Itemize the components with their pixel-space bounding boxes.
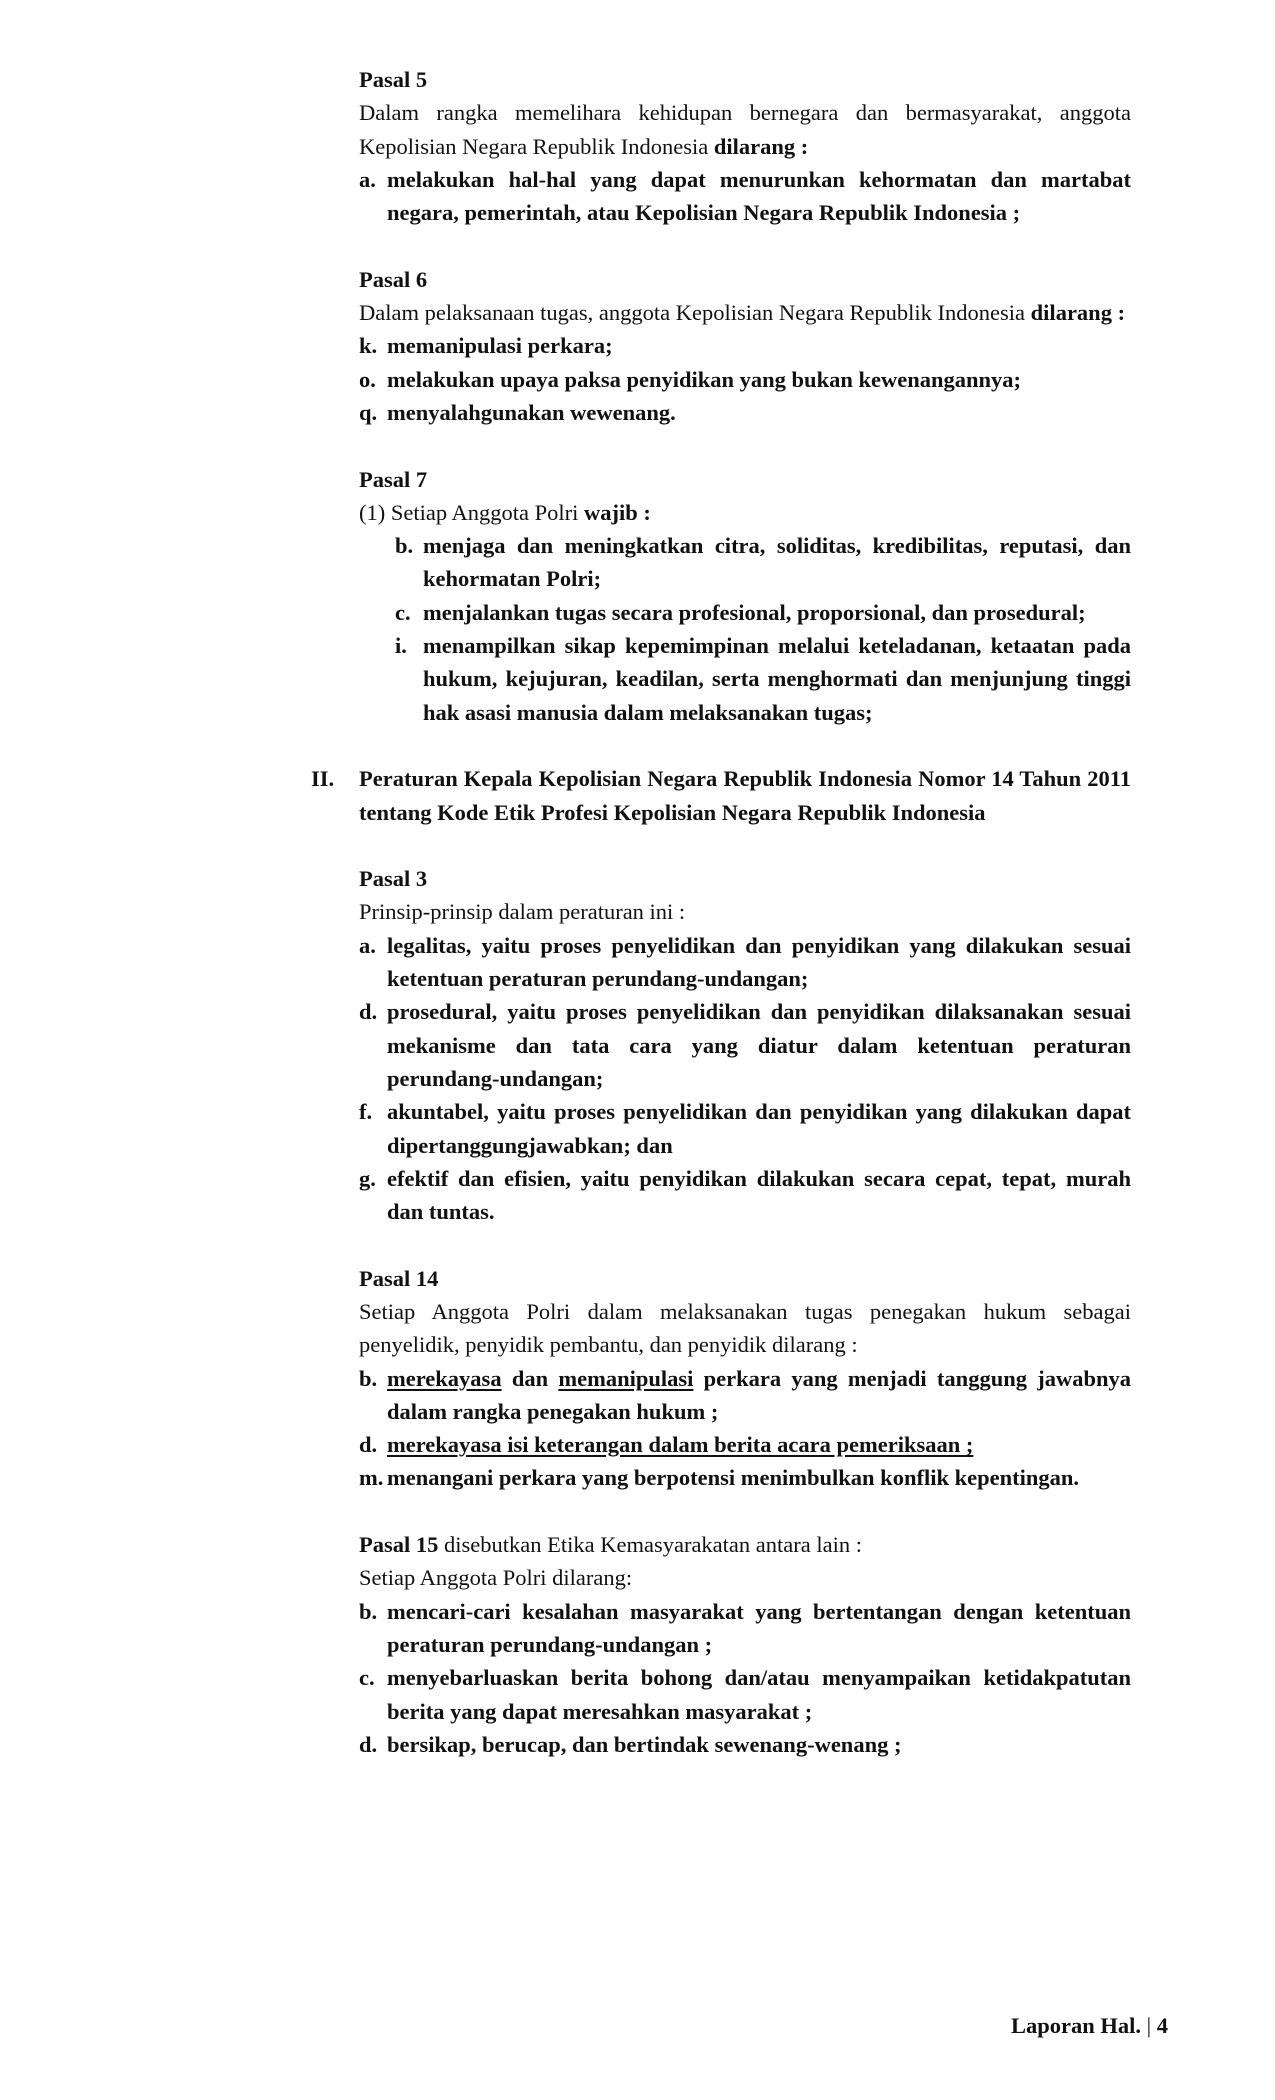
pasal-14-list [359,1362,1131,1495]
section-title: Peraturan Kepala Kepolisian Negara Republik Indonesia Nomor 14 Tahun 2011 tentang Kode Etik Profesi Kepolisian Negara Republik Indonesia [359,766,1131,825]
list-item: c. menyebarluaskan berita bohong dan/atau menyampaikan ketidakpatutan berita yang dapat meresahkan masyarakat ; [359,1665,1131,1724]
pasal-6-intro: Dalam pelaksanaan tugas, anggota Kepolisian Negara Republik Indonesia dilarang : [359,300,1126,326]
page-number: 4 [1156,2013,1168,2038]
footer-separator: | [1146,2013,1152,2038]
list-item: a. melakukan hal-hal yang dapat menurunkan kehormatan dan martabat negara, pemerintah, atau Kepolisian Negara Republik Indonesia ; [359,166,1131,226]
page-footer [900,2013,1168,2039]
pasal-7-list [395,529,1131,729]
pasal-3-title: Pasal 3 [359,866,428,892]
list-item: o. melakukan upaya paksa penyidikan yang bukan kewenangannya; [359,366,1021,392]
list-item: f. akuntabel, yaitu proses penyelidikan dan penyidikan yang dilakukan dapat dipertanggungjawabkan; dan [359,1099,1131,1158]
list-item: b. merekayasa dan memanipulasi perkara yang menjadi tanggung jawabnya dalam rangka penegakan hukum ; [359,1365,1131,1424]
list-item: q. menyalahgunakan wewenang. [359,399,676,425]
list-item: g. efektif dan efisien, yaitu penyidikan dilakukan secara cepat, tepat, murah dan tuntas. [359,1165,1131,1225]
pasal-7-title: Pasal 7 [359,466,428,492]
list-item: b. mencari-cari kesalahan masyarakat yang bertentangan dengan ketentuan peraturan perundang-undangan ; [359,1598,1131,1657]
pasal-3-intro: Prinsip-prinsip dalam peraturan ini : [359,899,686,925]
list-item: i. menampilkan sikap kepemimpinan melalui keteladanan, ketaatan pada hukum, kejujuran, keadilan, serta menghormati dan menjunjung tinggi hak asasi manusia dalam melaksanakan tugas; [395,633,1131,725]
list-item: m. menangani perkara yang berpotensi menimbulkan konflik kepentingan. [359,1465,1080,1491]
pasal-14-intro: Setiap Anggota Polri dalam melaksanakan tugas penegakan hukum sebagai penyelidik, penyidik pembantu, dan penyidik dilarang : [359,1298,1131,1358]
pasal-7-intro: (1) Setiap Anggota Polri wajib : [359,499,651,525]
section-number: II. [311,766,335,792]
document-body [311,63,1131,1761]
pasal-15-title: Pasal 15 disebutkan Etika Kemasyarakatan antara lain : [359,1532,862,1558]
list-item: b. menjaga dan meningkatkan citra, soliditas, kredibilitas, reputasi, dan kehormatan Polri; [395,533,1131,592]
pasal-14-title: Pasal 14 [359,1265,439,1291]
footer-label: Laporan Hal. [1010,2013,1141,2038]
list-item: d. merekayasa isi keterangan dalam berita acara pemeriksaan ; [359,1432,974,1458]
list-item: a. legalitas, yaitu proses penyelidikan dan penyidikan yang dilakukan sesuai ketentuan peraturan perundang-undangan; [359,932,1131,992]
pasal-6-list [359,329,1131,429]
list-item: d. bersikap, berucap, dan bertindak sewenang-wenang ; [359,1731,902,1757]
list-item: c. menjalankan tugas secara profesional, proporsional, dan prosedural; [395,599,1086,625]
list-item: d. prosedural, yaitu proses penyelidikan dan penyidikan dilaksanakan sesuai mekanisme dan tata cara yang diatur dalam ketentuan peraturan perundang-undangan; [359,999,1131,1091]
pasal-5-title: Pasal 5 [359,67,428,92]
pasal-6-title: Pasal 6 [359,266,428,292]
pasal-5-list [359,163,1131,230]
pasal-5-intro: Dalam rangka memelihara kehidupan bernegara dan bermasyarakat, anggota Kepolisian Negara Republik Indonesia dilarang : [359,100,1131,159]
pasal-3-list [359,929,1131,1229]
pasal-15-list [359,1595,1131,1761]
list-item: k. memanipulasi perkara; [359,333,613,359]
section-2-heading [311,762,1131,829]
pasal-15-intro: Setiap Anggota Polri dilarang: [359,1565,633,1591]
